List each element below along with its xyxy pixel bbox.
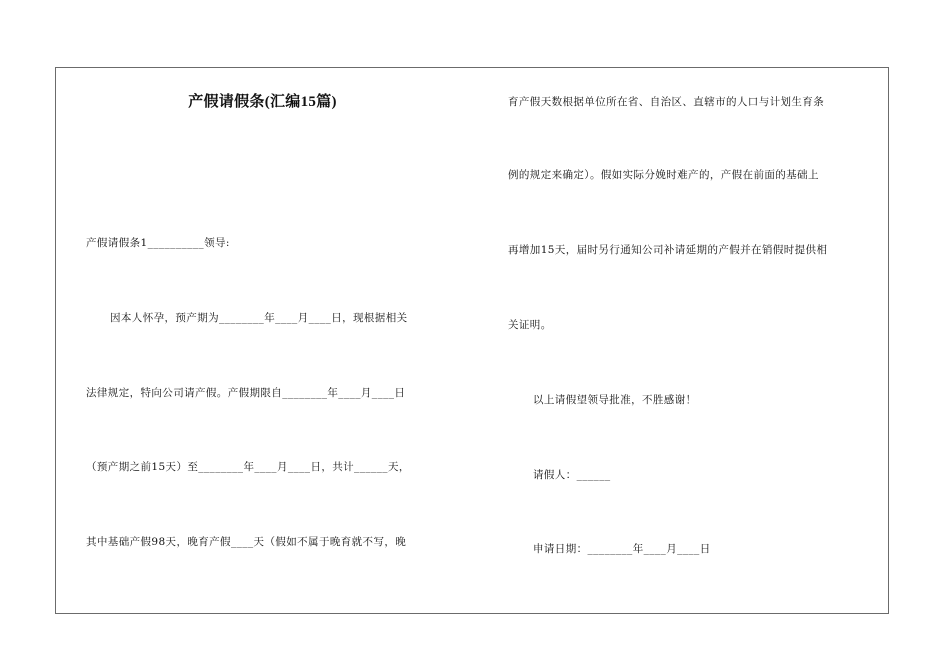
- paragraph-line: 其中基础产假98天，晚育产假____天（假如不属于晚育就不写，晚: [86, 536, 407, 548]
- closing-line: 以上请假望领导批准，不胜感谢！: [533, 394, 697, 406]
- paragraph-line: 育产假天数根据单位所在省、自治区、直辖市的人口与计划生育条: [508, 96, 825, 108]
- applicant-signature-line: 请假人：______: [533, 469, 611, 481]
- paragraph-line: 因本人怀孕，预产期为________年____月____日，现根据相关: [110, 312, 408, 324]
- paragraph-line: 关证明。: [508, 319, 552, 331]
- paragraph-line: 产假请假条1__________领导:: [86, 237, 230, 249]
- document-title: 产假请假条(汇编15篇): [188, 94, 337, 110]
- paragraph-line: （预产期之前15天）至________年____月____日，共计______天，: [86, 461, 410, 473]
- paragraph-line: 再增加15天，届时另行通知公司补请延期的产假并在销假时提供相: [508, 244, 828, 256]
- application-date-line: 申请日期：________年____月____日: [533, 543, 711, 555]
- paragraph-line: 法律规定，特向公司请产假。产假期限自________年____月____日: [86, 387, 406, 399]
- page-border: [55, 67, 889, 614]
- paragraph-line: 例的规定来确定）。假如实际分娩时难产的，产假在前面的基础上: [508, 169, 819, 181]
